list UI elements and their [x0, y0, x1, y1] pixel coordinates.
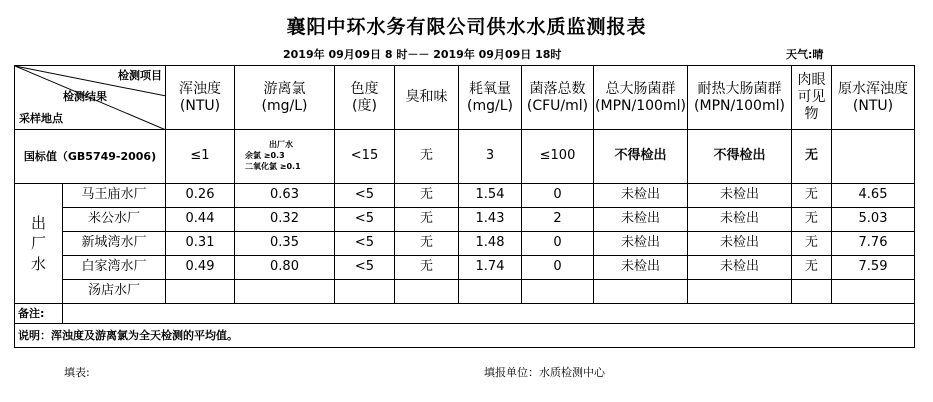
std-thermo-coliform: 不得检出 [688, 130, 792, 184]
cell-visible: 无 [792, 232, 832, 256]
table-row [15, 256, 915, 280]
std-raw-turbidity [832, 130, 915, 184]
header-text-line: 肉眼 [797, 72, 826, 89]
header-text-line: 色度 [350, 80, 379, 97]
cell-oxygen: 1.54 [459, 184, 522, 208]
cell-coliform [594, 280, 688, 304]
header-text-line: 臭和味 [405, 89, 448, 106]
table-row [15, 184, 915, 208]
plant-name: 汤店水厂 [63, 280, 166, 304]
header-text-line: 可见 [797, 89, 826, 106]
cell-oxygen: 1.43 [459, 208, 522, 232]
col-odor [395, 66, 459, 130]
std-colony: ≤100 [522, 130, 594, 184]
col-oxygen [459, 66, 522, 130]
cell-turbidity: 0.26 [166, 184, 235, 208]
diagonal-header [15, 66, 166, 130]
header-text-line: (MPN/100ml) [595, 97, 686, 114]
std-chlorine-dioxide: 二氧化氯 ≥0.1 [245, 161, 301, 171]
header-text-line: 物 [804, 105, 819, 122]
std-chlorine-free: 余氯 ≥0.3 [245, 151, 285, 161]
header-item-label: 检测项目 [118, 69, 162, 82]
cell-coliform: 未检出 [594, 232, 688, 256]
table-row [15, 280, 915, 304]
cell-raw-turbidity: 7.59 [832, 256, 915, 280]
std-oxygen: 3 [459, 130, 522, 184]
header-text-line: 耐热大肠菌群 [697, 80, 782, 97]
col-raw-turbidity [832, 66, 915, 130]
quality-table [14, 65, 915, 348]
cell-thermo-coliform: 未检出 [688, 256, 792, 280]
col-colony [522, 66, 594, 130]
cell-turbidity [166, 280, 235, 304]
std-turbidity: ≤1 [166, 130, 235, 184]
col-thermo-coliform [688, 66, 792, 130]
cell-chlorine: 0.35 [235, 232, 335, 256]
table-row [15, 208, 915, 232]
cell-chlorine: 0.63 [235, 184, 335, 208]
cell-color: <5 [335, 208, 395, 232]
header-text-line: (CFU/ml) [526, 97, 589, 114]
header-site-label: 采样地点 [19, 112, 63, 125]
report-unit: 填报单位：水质检测中心 [484, 366, 605, 379]
remarks-value [63, 304, 915, 324]
std-visible: 无 [792, 130, 832, 184]
filler-label: 填表: [64, 366, 90, 379]
col-turbidity [166, 66, 235, 130]
header-text-line: (mg/L) [467, 97, 513, 114]
cell-coliform: 未检出 [594, 184, 688, 208]
header-text-line: (mg/L) [261, 97, 308, 114]
remarks-label: 备注: [15, 304, 63, 324]
note-row [15, 324, 915, 348]
cell-oxygen: 1.48 [459, 232, 522, 256]
cell-visible: 无 [792, 208, 832, 232]
cell-color: <5 [335, 232, 395, 256]
header-text-line: 耗氧量 [469, 80, 511, 97]
cell-chlorine: 0.80 [235, 256, 335, 280]
cell-color: <5 [335, 184, 395, 208]
cell-thermo-coliform: 未检出 [688, 208, 792, 232]
time-range: 2019年 09月09日 8 时－－ 2019年 09月09日 18时 [283, 48, 562, 61]
report-title: 襄阳中环水务有限公司供水水质监测报表 [286, 16, 647, 38]
cell-turbidity: 0.44 [166, 208, 235, 232]
cell-turbidity: 0.49 [166, 256, 235, 280]
col-visible [792, 66, 832, 130]
cell-chlorine [235, 280, 335, 304]
cell-odor [395, 280, 459, 304]
cell-colony: 0 [522, 184, 594, 208]
table-row [15, 232, 915, 256]
cell-colony: 2 [522, 208, 594, 232]
col-color [335, 66, 395, 130]
std-chlorine [235, 130, 335, 184]
cell-thermo-coliform: 未检出 [688, 232, 792, 256]
std-chlorine-head: 出厂水 [269, 140, 293, 150]
cell-raw-turbidity: 7.76 [832, 232, 915, 256]
header-text-line: (度) [352, 97, 377, 114]
outlet-water-label: 出 厂 水 [15, 184, 63, 304]
cell-colony: 0 [522, 232, 594, 256]
header-result-label: 检测结果 [63, 90, 107, 103]
plant-name: 新城湾水厂 [63, 232, 166, 256]
plant-name: 马王庙水厂 [63, 184, 166, 208]
cell-visible [792, 280, 832, 304]
cell-colony [522, 280, 594, 304]
cell-visible: 无 [792, 256, 832, 280]
cell-odor: 无 [395, 256, 459, 280]
cell-coliform: 未检出 [594, 208, 688, 232]
note-text: 说明：浑浊度及游离氯为全天检测的平均值。 [15, 324, 915, 348]
plant-name: 米公水厂 [63, 208, 166, 232]
cell-coliform: 未检出 [594, 256, 688, 280]
header-text-line: 浑浊度 [179, 80, 221, 97]
cell-colony: 0 [522, 256, 594, 280]
remarks-row [15, 304, 915, 324]
std-coliform: 不得检出 [594, 130, 688, 184]
col-coliform [594, 66, 688, 130]
cell-raw-turbidity: 4.65 [832, 184, 915, 208]
cell-chlorine: 0.32 [235, 208, 335, 232]
header-text-line: (MPN/100ml) [694, 97, 785, 114]
std-odor: 无 [395, 130, 459, 184]
cell-color: <5 [335, 256, 395, 280]
std-color: <15 [335, 130, 395, 184]
cell-color [335, 280, 395, 304]
cell-odor: 无 [395, 184, 459, 208]
cell-thermo-coliform: 未检出 [688, 184, 792, 208]
header-text-line: 原水浑浊度 [838, 80, 908, 97]
cell-raw-turbidity [832, 280, 915, 304]
header-text-line: (NTU) [852, 97, 894, 114]
cell-odor: 无 [395, 232, 459, 256]
cell-oxygen: 1.74 [459, 256, 522, 280]
standard-row [15, 130, 915, 184]
header-text-line: (NTU) [179, 97, 221, 114]
cell-odor: 无 [395, 208, 459, 232]
header-text-line: 菌落总数 [529, 80, 586, 97]
cell-turbidity: 0.31 [166, 232, 235, 256]
header-row [15, 66, 915, 130]
cell-raw-turbidity: 5.03 [832, 208, 915, 232]
cell-thermo-coliform [688, 280, 792, 304]
plant-name: 白家湾水厂 [63, 256, 166, 280]
header-text-line: 游离氯 [263, 80, 306, 97]
col-free-chlorine [235, 66, 335, 130]
weather: 天气:晴 [786, 48, 824, 61]
cell-oxygen [459, 280, 522, 304]
cell-visible: 无 [792, 184, 832, 208]
standard-label: 国标值（GB5749-2006) [15, 130, 166, 184]
header-text-line: 总大肠菌群 [605, 80, 676, 97]
